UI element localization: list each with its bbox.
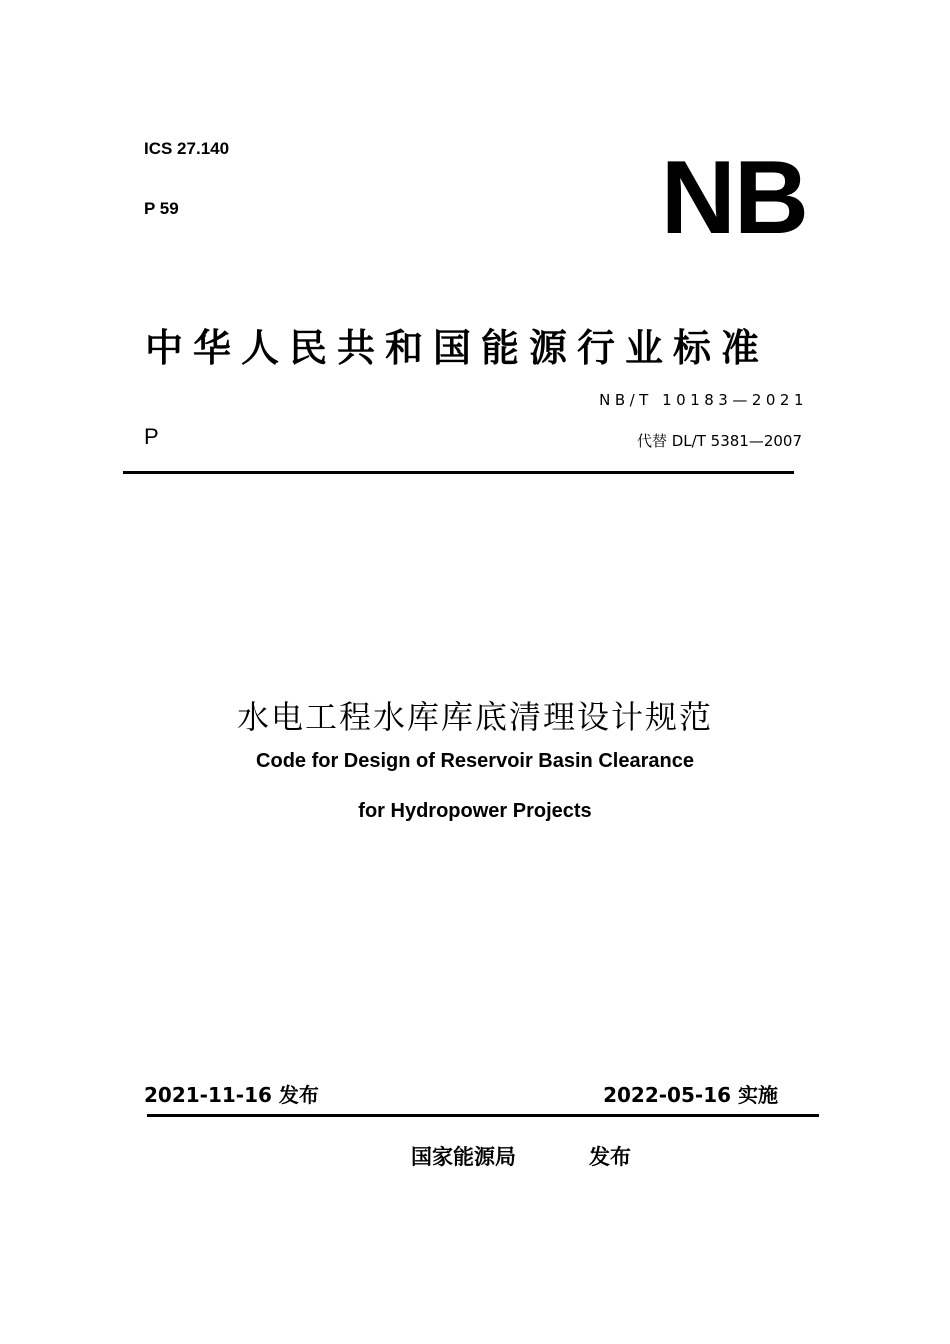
implementation-date: 2022-05-16 实施 <box>603 1083 778 1107</box>
ccs-code: P 59 <box>144 199 179 218</box>
standard-category-title: 中华人民共和国能源行业标准 <box>145 326 770 370</box>
standard-number: NB/T 10183—2021 <box>599 391 808 409</box>
issuing-authority: 国家能源局 <box>411 1145 516 1169</box>
ics-code: ICS 27.140 <box>144 139 230 158</box>
document-title-en-line2: for Hydropower Projects <box>358 800 592 822</box>
replaces-standard: 代替 DL/T 5381—2007 <box>636 432 802 450</box>
document-title-en-line1: Code for Design of Reservoir Basin Clearance <box>256 750 694 772</box>
classification-mark: P <box>144 424 159 449</box>
document-title-zh: 水电工程水库库底清理设计规范 <box>236 698 713 736</box>
nb-logo: NB <box>660 140 807 256</box>
header-divider <box>123 471 794 474</box>
footer-divider <box>147 1114 819 1117</box>
issuing-action: 发布 <box>589 1145 631 1169</box>
issue-date: 2021-11-16 发布 <box>144 1083 319 1107</box>
